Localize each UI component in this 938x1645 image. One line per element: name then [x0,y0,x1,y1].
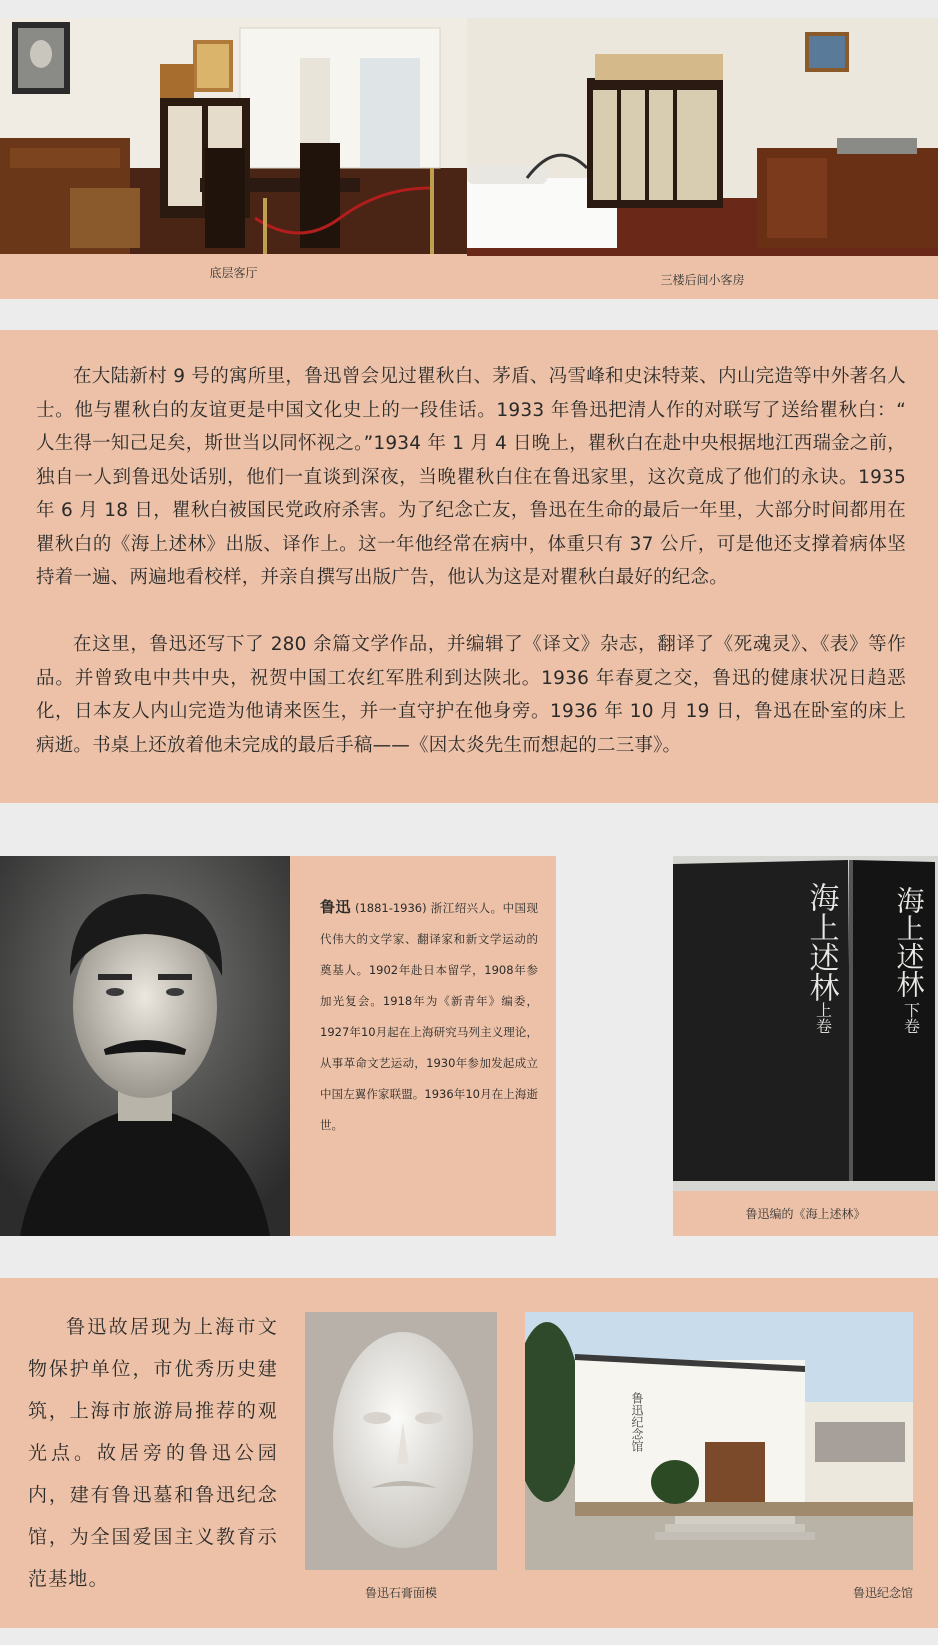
bio-box [290,856,556,1236]
guest-room-caption: 三楼后间小客房 [660,273,745,287]
bio-name: 鲁迅 [320,898,351,916]
living-room-caption: 底层客厅 [209,266,258,280]
main-text-panel [0,330,938,803]
bio-body: 浙江绍兴人。中国现代伟大的文学家、翻译家和新文学运动的奠基人。1902年赴日本留学，1908年参加光复会。1918年为《新青年》编委，1927年10月起在上海研究马列主义理论，从事革命文艺运动，1930年参加发起成立中国左翼作家联盟。1936年10月在上海逝世。 [320,901,539,1132]
living-room-photo [0,18,467,254]
paragraph-2: 在这里，鲁迅还写下了 280 余篇文学作品，并编辑了《译文》杂志，翻译了《死魂灵》、《表》等作品。并曾致电中共中央，祝贺中国工农红军胜利到达陕北。1936 年春夏之交，鲁迅的健康状况日趋恶化，日本友人内山完造为他请来医生，并一直守护在他身旁。1936 年 10 月 19 日，鲁迅在卧室的床上病逝。书桌上还放着他未完成的最后手稿——《因太炎先生而想起的二三事》。 [36,634,906,756]
mask-caption: 鲁迅石膏面模 [364,1586,437,1600]
memorial-hall-photo [525,1312,913,1570]
lu-xun-portrait [0,856,290,1236]
hai-shang-shu-lin-photo [673,856,938,1191]
plaster-death-mask-photo [305,1312,497,1570]
bio-text [320,892,538,1141]
spine-left-title: 海上述林 [803,882,839,1002]
spine-right-title: 海上述林 [892,886,926,998]
guest-room-photo [467,18,938,256]
spine-left-volume: 上卷 [813,1002,833,1034]
bio-years: (1881-1936) [354,901,427,915]
hall-sign: 鲁迅纪念馆 [630,1392,644,1452]
paragraph-1: 在大陆新村 9 号的寓所里，鲁迅曾会见过瞿秋白、茅盾、冯雪峰和史沫特莱、内山完造等中外著名人士。他与瞿秋白的友谊更是中国文化史上的一段佳话。1933 年鲁迅把清人作的对联写了送给瞿秋白：“ 人生得一知己足矣，斯世当以同怀视之。”1934 年 1 月 4 日晚上，瞿秋白在赴中央根据地江西瑞金之前，独自一人到鲁迅处话别，他们一直谈到深夜，当晚瞿秋白住在鲁迅家里，这次竟成了他们的永诀。1935 年 6 月 18 日，瞿秋白被国民党政府杀害。为了纪念亡友，鲁迅在生命的最后一年里，大部分时间都用在瞿秋白的《海上述林》出版、译作上。这一年他经常在病中，体重只有 37 公斤，可是他还支撑着病体坚持着一遍、两遍地看校样，并亲自撰写出版广告，他认为这是对瞿秋白最好的纪念。 [36,366,906,588]
bottom-text: 鲁迅故居现为上海市文物保护单位，市优秀历史建筑，上海市旅游局推荐的观光点。故居旁的鲁迅公园内，建有鲁迅墓和鲁迅纪念馆，为全国爱国主义教育示范基地。 [28,1316,278,1590]
hall-caption: 鲁迅纪念馆 [852,1586,913,1600]
spine-right-volume: 下卷 [901,1002,921,1034]
book-caption: 鲁迅编的《海上述林》 [745,1207,866,1221]
